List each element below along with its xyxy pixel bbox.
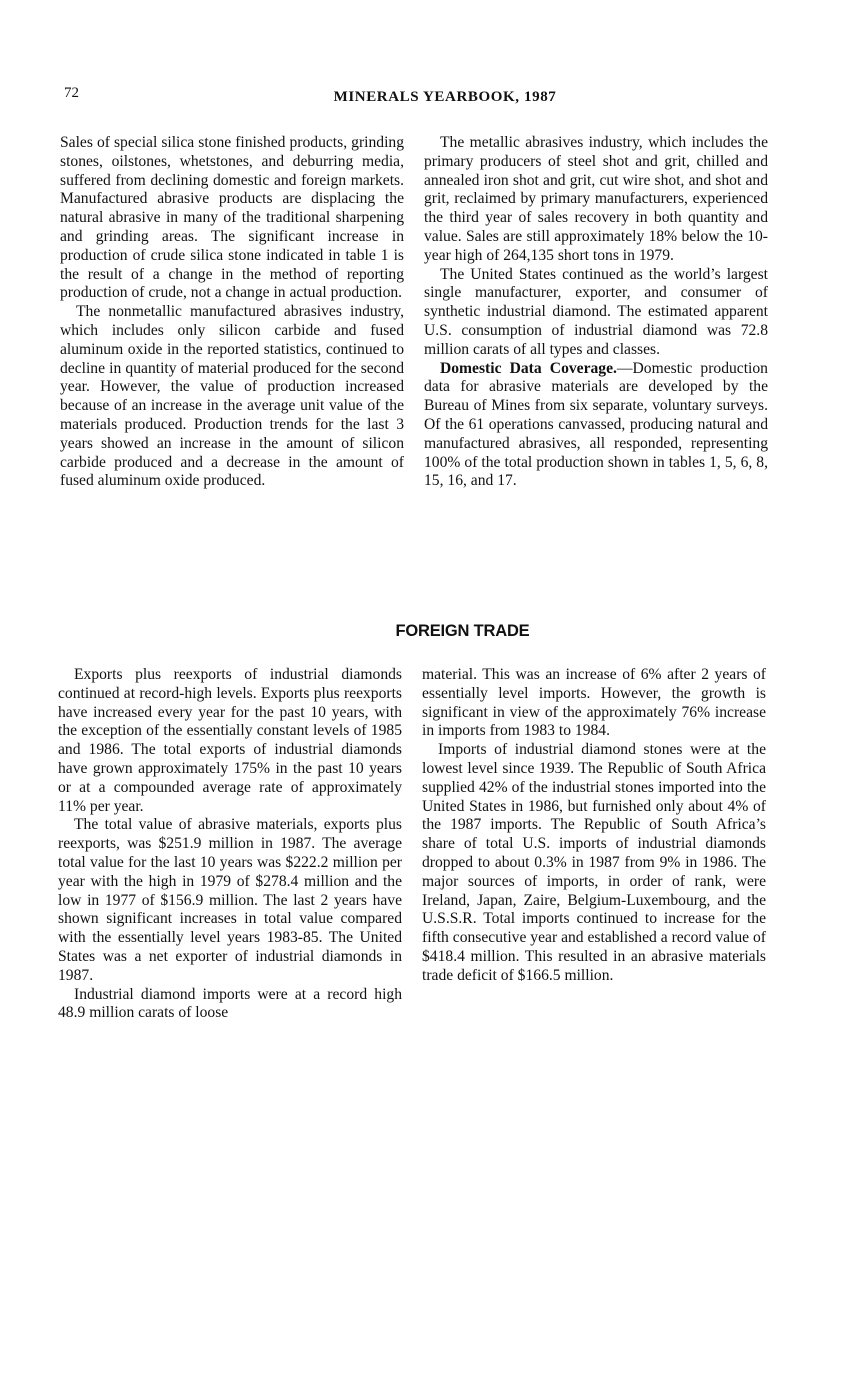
paragraph-silica-stone: Sales of special silica stone finished products, grinding stones, oilstones, whetstones, and deburring media, suffered from declining domestic and foreign markets. Manufactured abrasive products are displacing the natural abrasive in many of the traditional sharpening and grinding areas. The significant increase in production of crude silica stone indicated in table 1 is the result of a change in the method of reporting production of crude, not a change in actual production. (60, 134, 404, 302)
running-title: MINERALS YEARBOOK, 1987 (333, 89, 557, 105)
paragraph-diamond-imports-continued: material. This was an increase of 6% after 2 years of essentially level imports. However, the growth is significant in view of the approximately 76% increase in imports from 1983 to 1984. (422, 666, 766, 740)
paragraph-exports: Exports plus reexports of industrial diamonds continued at record-high levels. Exports plus reexports have increased every year for the past 10 years, with the exception of the essentially constant levels of 1985 and 1986. The total exports of industrial diamonds have grown approximately 175% in the past 10 years or at a compounded average rate of approximately 11% per year. (58, 666, 402, 815)
paragraph-diamond-imports-start: Industrial diamond imports were at a record high 48.9 million carats of loose (58, 985, 402, 1022)
paragraph-synthetic-diamond: The United States continued as the world’s largest single manufacturer, exporter, and consumer of synthetic industrial diamond. The estimated apparent U.S. consumption of industrial diamond was 72.8 million carats of all types and classes. (424, 265, 768, 358)
section-heading-foreign-trade: FOREIGN TRADE (395, 622, 530, 640)
paragraph-metallic-abrasives: The metallic abrasives industry, which includes the primary producers of steel shot and grit, chilled and annealed iron shot and grit, cut wire shot, and shot and grit, reclaimed by primary manufacturers, experienced the third year of sales recovery in both quantity and value. Sales are still approximately 18% below the 10-year high of 264,135 short tons in 1979. (424, 134, 768, 264)
domestic-data-text: —Domestic production data for abrasive materials are developed by the Bureau of Mines from six separate, voluntary surveys. Of the 61 operations canvassed, producing natural and manufactured abrasives, all responded, representing 100% of the total production shown in tables 1, 5, 6, 8, 15, 16, and 17. (424, 359, 768, 490)
paragraph-domestic-data-coverage (424, 360, 768, 492)
page-number: 72 (64, 85, 79, 101)
top-left-column (60, 134, 404, 491)
paragraph-diamond-stones-imports: Imports of industrial diamond stones were at the lowest level since 1939. The Republic of South Africa supplied 42% of the industrial stones imported into the United States in 1986, but furnished only about 4% of the 1987 imports. The Republic of South Africa’s share of total U.S. imports of industrial diamonds dropped to about 0.3% in 1987 from 9% in 1986. The major sources of imports, in order of rank, were Ireland, Japan, Zaire, Belgium-Luxembourg, and the U.S.S.R. Total imports continued to increase for the fifth consecutive year and established a record value of $418.4 million. This resulted in an abrasive materials trade deficit of $166.5 million. (422, 741, 766, 984)
foreign-trade-right-column (422, 666, 766, 986)
run-in-heading-domestic-data: Domestic Data Coverage. (440, 359, 617, 377)
foreign-trade-left-column (58, 666, 402, 1023)
top-right-column (424, 134, 768, 491)
paragraph-total-value: The total value of abrasive materials, exports plus reexports, was $251.9 million in 1987. The average total value for the last 10 years was $222.2 million per year with the high in 1979 of $278.4 million and the low in 1977 of $156.9 million. The last 2 years have shown significant increases in total value compared with the essentially level years 1983-85. The United States was a net exporter of industrial diamonds in 1987. (58, 816, 402, 984)
paragraph-nonmetallic-abrasives: The nonmetallic manufactured abrasives industry, which includes only silicon carbide and fused aluminum oxide in the reported statistics, continued to decline in quantity of material produced for the second year. However, the value of production increased because of an increase in the average unit value of the materials produced. Production trends for the last 3 years showed an increase in the amount of silicon carbide produced and a decrease in the amount of fused aluminum oxide produced. (60, 303, 404, 490)
